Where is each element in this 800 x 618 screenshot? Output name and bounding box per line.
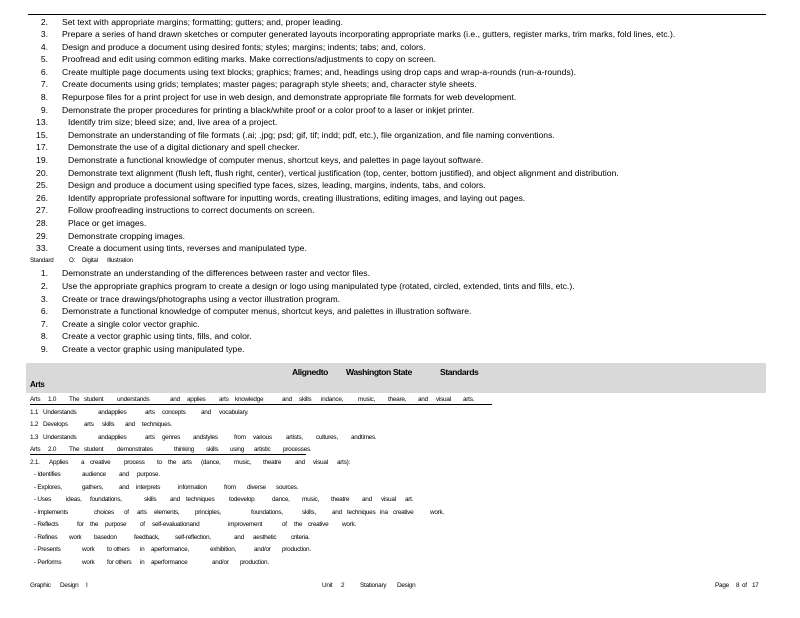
- item-text: Proofread and edit using common editing marks. Make corrections/adjustments to copy on screen.: [62, 54, 437, 65]
- arts-word: arts.: [463, 396, 475, 403]
- arts-word: work: [82, 546, 95, 553]
- arts-word: and/or: [212, 558, 229, 566]
- arts-word: skills: [299, 396, 312, 403]
- list-item: [0, 179, 800, 192]
- arts-line: [0, 532, 800, 545]
- item-text: Create a vector graphic using manipulated type.: [62, 343, 245, 354]
- arts-word: - Presents: [34, 546, 61, 553]
- item-text: Create a document using tints, reverses and manipulated type.: [68, 243, 307, 254]
- arts-word: applies: [187, 396, 206, 403]
- arts-word: andtimes.: [351, 433, 377, 441]
- arts-word: Understands: [43, 408, 77, 416]
- list-item: [0, 104, 800, 117]
- arts-word: and: [295, 458, 305, 466]
- arts-word: Applies: [49, 458, 69, 466]
- standard-o: O:: [69, 256, 76, 264]
- item-number: 13.: [36, 117, 48, 128]
- arts-word: and: [170, 496, 180, 503]
- arts-word: genres: [162, 433, 181, 441]
- item-text: Use the appropriate graphics program to create a design or logo using manipulated type (rotated, circled, extended, tints and fills, etc.).: [62, 280, 575, 291]
- list-item: [0, 41, 800, 54]
- item-number: 3.: [40, 29, 48, 40]
- item-text: Design and produce a document using specified type faces, sizes, leading, margins, indents, tabs, and colors.: [68, 180, 486, 191]
- arts-word: andapplies: [98, 408, 127, 416]
- arts-word: - Refines: [34, 533, 58, 541]
- arts-word: 2.0: [48, 446, 57, 453]
- item-number: 6.: [40, 306, 48, 317]
- arts-line: [0, 494, 800, 507]
- list-item: [0, 78, 800, 91]
- arts-word: and: [332, 508, 342, 516]
- item-text: Prepare a series of hand drawn sketches or computer generated layouts incorporating appropriate marks (i.e., gutters, register marks, trim marks, fold lines, etc.).: [62, 29, 676, 40]
- arts-word: of: [282, 521, 287, 528]
- list-item: [0, 66, 800, 79]
- arts-word: - Reflects: [34, 521, 59, 528]
- arts-word: thinking: [174, 446, 195, 453]
- arts-word: cultures,: [316, 433, 338, 441]
- arts-word: andapplies: [98, 433, 127, 441]
- item-text: Demonstrate an understanding of the differences between raster and vector files.: [62, 268, 370, 279]
- list-item: [0, 280, 800, 293]
- aligned-label: Alignedto: [292, 367, 329, 377]
- item-text: Demonstrate a functional knowledge of computer menus, shortcut keys, and palettes in illustration software.: [62, 306, 472, 317]
- arts-word: music,: [302, 496, 319, 503]
- list-item: [0, 217, 800, 230]
- arts-line: [0, 394, 800, 407]
- item-text: Demonstrate cropping images.: [68, 230, 186, 241]
- arts-word: techniques.: [142, 421, 172, 428]
- arts-word: sources.: [276, 483, 299, 491]
- arts-word: arts: [182, 458, 192, 466]
- arts-word: (dance,: [201, 458, 221, 466]
- arts-line: [0, 407, 800, 420]
- arts-word: knowledge: [235, 396, 264, 403]
- footer-unit-name-2: Design: [397, 582, 416, 589]
- arts-word: various: [253, 433, 272, 441]
- item-number: 29.: [36, 230, 48, 241]
- arts-word: production.: [282, 546, 311, 553]
- arts-word: work.: [342, 521, 357, 528]
- item-text: Demonstrate the use of a digital dictionary and spell checker.: [68, 142, 300, 153]
- arts-word: and: [119, 483, 129, 491]
- arts-line: [0, 482, 800, 495]
- arts-word: creative: [393, 508, 414, 516]
- item-text: Create a single color vector graphic.: [62, 318, 200, 329]
- arts-word: techniques: [347, 508, 376, 516]
- list-item: [0, 267, 800, 280]
- item-text: Set text with appropriate margins; formatting; gutters; and, proper leading.: [62, 16, 343, 27]
- arts-word: artistic: [254, 446, 271, 453]
- arts-line: [0, 419, 800, 432]
- arts-word: student: [84, 446, 104, 453]
- arts-word: 1.2: [30, 421, 39, 428]
- arts-word: for: [77, 521, 84, 528]
- arts-word: Arts: [30, 396, 41, 403]
- arts-word: indance,: [321, 396, 344, 403]
- arts-word: aperformance: [151, 558, 188, 566]
- arts-word: and: [234, 533, 244, 541]
- arts-word: skills,: [302, 508, 316, 516]
- arts-word: student: [84, 396, 104, 403]
- arts-word: basedon: [94, 533, 117, 541]
- arts-word: Understands: [43, 433, 77, 441]
- list-item: [0, 167, 800, 180]
- arts-word: and: [282, 396, 292, 403]
- arts-word: andstyles: [193, 433, 218, 441]
- arts-word: foundations,: [90, 496, 122, 503]
- arts-word: theatre: [331, 496, 350, 503]
- arts-word: the: [90, 521, 99, 528]
- arts-word: visual: [381, 496, 396, 503]
- arts-word: theatre: [263, 458, 282, 466]
- arts-word: music,: [358, 396, 375, 403]
- list-item: [0, 343, 800, 356]
- arts-word: principles,: [195, 508, 222, 516]
- arts-word: work.: [430, 508, 445, 516]
- arts-line: [0, 444, 800, 457]
- item-text: Create documents using grids; templates; master pages; paragraph style sheets; and, character style sheets.: [62, 79, 477, 90]
- standard-label: Standard: [30, 256, 54, 264]
- arts-word: for others: [107, 558, 132, 566]
- arts-word: The: [69, 446, 80, 453]
- arts-word: self-reflection,: [175, 533, 211, 541]
- footer-course: Graphic: [30, 582, 51, 589]
- arts-line: [0, 557, 800, 570]
- arts-heading: Arts: [30, 380, 45, 389]
- arts-line: [0, 507, 800, 520]
- arts-word: vocabulary.: [219, 408, 249, 416]
- arts-line: [0, 457, 800, 470]
- arts-word: arts: [84, 421, 94, 428]
- item-number: 5.: [40, 54, 48, 65]
- arts-word: a: [81, 458, 85, 466]
- footer-course-3: I: [86, 582, 88, 589]
- arts-word: music,: [234, 458, 251, 466]
- arts-word: and: [119, 471, 129, 478]
- arts-word: in: [140, 546, 145, 553]
- arts-word: 1.3: [30, 433, 39, 441]
- arts-word: purpose: [105, 521, 127, 528]
- arts-word: feedback,: [134, 533, 160, 541]
- item-text: Create a vector graphic using tints, fills, and color.: [62, 331, 252, 342]
- arts-word: dance,: [272, 496, 290, 503]
- item-text: Demonstrate the proper procedures for printing a black/white proof or a color proof to a laser or inkjet printer.: [62, 104, 475, 115]
- arts-word: information: [178, 483, 207, 491]
- list-item: [0, 116, 800, 129]
- standard-illustration: Illustration: [107, 256, 133, 264]
- arts-word: artists,: [286, 433, 303, 441]
- arts-word: work: [69, 533, 82, 541]
- arts-word: arts: [145, 408, 155, 416]
- arts-word: process: [124, 458, 145, 466]
- item-text: Identify appropriate professional software for inputting words, creating illustrations, editing images, and laying out pages.: [68, 192, 526, 203]
- arts-word: techniques: [186, 496, 215, 503]
- arts-word: - Uses: [34, 496, 51, 503]
- arts-word: skills: [144, 496, 157, 503]
- arts-word: of: [124, 508, 129, 516]
- footer-unit-name: Stationary: [360, 582, 387, 589]
- list-item: [0, 91, 800, 104]
- item-text: Create or trace drawings/photographs using a vector illustration program.: [62, 293, 341, 304]
- arts-word: production.: [240, 558, 269, 566]
- arts-word: creative: [308, 521, 329, 528]
- arts-word: aperformance,: [151, 546, 189, 553]
- arts-word: to: [157, 458, 162, 466]
- standards-list: [0, 16, 800, 356]
- item-number: 33.: [36, 243, 48, 254]
- item-number: 17.: [36, 142, 48, 153]
- arts-word: interprets: [136, 483, 161, 491]
- arts-word: creative: [90, 458, 111, 466]
- arts-word: concepts: [162, 408, 186, 416]
- item-number: 6.: [40, 66, 48, 77]
- item-number: 3.: [40, 293, 48, 304]
- footer-page: Page: [715, 582, 729, 589]
- arts-word: - Performs: [34, 558, 62, 566]
- footer-unit: Unit: [322, 582, 333, 589]
- arts-word: gathers,: [82, 483, 104, 491]
- footer-total: 17: [752, 582, 759, 589]
- item-text: Repurpose files for a print project for use in web design, and demonstrate appropriate file formats for web development.: [62, 92, 517, 103]
- arts-word: Arts: [30, 446, 41, 453]
- arts-word: - Implements: [34, 508, 68, 516]
- arts-word: - Explores,: [34, 483, 62, 491]
- item-number: 20.: [36, 167, 48, 178]
- list-item: [0, 230, 800, 243]
- list-item: [0, 28, 800, 41]
- item-number: 7.: [40, 318, 48, 329]
- item-number: 25.: [36, 180, 48, 191]
- item-number: 15.: [36, 129, 48, 140]
- arts-word: arts: [137, 508, 147, 516]
- list-item: [0, 53, 800, 66]
- arts-word: and: [201, 408, 211, 416]
- arts-word: from: [234, 433, 246, 441]
- item-text: Follow proofreading instructions to correct documents on screen.: [68, 205, 315, 216]
- arts-word: visual: [313, 458, 328, 466]
- item-text: Design and produce a document using desired fonts; styles; margins; indents; tabs; and, colors.: [62, 41, 426, 52]
- arts-word: 1.0: [48, 396, 57, 403]
- arts-word: exhibition,: [210, 546, 237, 553]
- arts-word: of: [140, 521, 145, 528]
- arts-word: to others: [107, 546, 130, 553]
- arts-word: skills: [102, 421, 115, 428]
- arts-word: aesthetic: [253, 533, 277, 541]
- arts-word: theare,: [388, 396, 407, 403]
- footer-unit-no: 2: [341, 582, 345, 589]
- standard-digital: Digital: [82, 256, 98, 264]
- arts-word: 2.1.: [30, 458, 40, 466]
- arts-line: [0, 432, 800, 445]
- list-item: [0, 16, 800, 29]
- arts-word: and: [125, 421, 135, 428]
- item-number: 1.: [40, 268, 48, 279]
- list-item: [0, 305, 800, 318]
- arts-word: arts: [219, 396, 229, 403]
- arts-word: 1.1: [30, 408, 39, 416]
- item-number: 9.: [40, 343, 48, 354]
- arts-word: the: [168, 458, 177, 466]
- arts-word: skills: [206, 446, 219, 453]
- arts-word: and: [362, 496, 372, 503]
- arts-word: visual: [436, 396, 451, 403]
- arts-word: and/or: [254, 546, 271, 553]
- list-item: [0, 129, 800, 142]
- item-number: 2.: [40, 280, 48, 291]
- arts-word: ideas,: [66, 496, 82, 503]
- arts-word: demonstrates: [117, 446, 153, 453]
- arts-line: [0, 519, 800, 532]
- arts-word: arts):: [337, 458, 351, 466]
- item-number: 28.: [36, 218, 48, 228]
- arts-word: criteria.: [291, 533, 310, 541]
- footer-page-no: 8: [736, 582, 740, 589]
- list-item: [0, 192, 800, 205]
- arts-word: and: [418, 396, 428, 403]
- list-item: [0, 154, 800, 167]
- list-item: [0, 141, 800, 154]
- item-text: Demonstrate text alignment (flush left, flush right, center), vertical justification (top, center, bottom justified), and object alignment and distribution.: [68, 167, 619, 178]
- arts-word: from: [224, 483, 236, 491]
- item-text: Identify trim size; bleed size; and, live area of a project.: [68, 117, 278, 128]
- item-number: 27.: [36, 205, 48, 216]
- arts-line: [0, 469, 800, 482]
- arts-word: in: [140, 558, 145, 566]
- arts-word: diverse: [247, 483, 266, 491]
- list-item: [0, 242, 800, 255]
- arts-word: foundations,: [251, 508, 283, 516]
- list-item: [0, 204, 800, 217]
- arts-word: work: [82, 558, 95, 566]
- item-text: Demonstrate an understanding of file formats (.ai; .jpg; psd; gif, tif; indd; pdf, etc.), file organization, and file naming conventions.: [68, 129, 555, 140]
- item-number: 8.: [40, 92, 48, 103]
- item-number: 4.: [40, 41, 48, 52]
- arts-word: elements,: [154, 508, 180, 516]
- arts-word: purpose.: [137, 471, 160, 478]
- washington-label: Washington State: [346, 367, 412, 377]
- item-number: 8.: [40, 331, 48, 342]
- arts-word: todevelop: [229, 496, 255, 503]
- arts-word: understands: [117, 396, 150, 403]
- list-item: [0, 293, 800, 306]
- arts-word: art.: [405, 496, 414, 503]
- arts-word: ina: [380, 508, 388, 516]
- arts-line: [0, 544, 800, 557]
- item-text: Create multiple page documents using text blocks; graphics; frames; and, headings using drop caps and wrap-a-rounds (run-a-rounds).: [62, 66, 576, 77]
- arts-word: self-evaluationand: [152, 521, 200, 528]
- arts-word: processes.: [283, 446, 312, 453]
- item-number: 19.: [36, 155, 48, 166]
- item-text: Demonstrate a functional knowledge of computer menus, shortcut keys, and palettes in page layout software.: [68, 155, 484, 166]
- standard-line: [0, 255, 800, 268]
- standards-label: Standards: [440, 367, 479, 377]
- arts-word: improvement: [228, 521, 263, 528]
- arts-word: the: [294, 521, 303, 528]
- arts-word: choices: [94, 508, 114, 516]
- footer-course-2: Design: [60, 582, 79, 589]
- item-number: 7.: [40, 79, 48, 90]
- arts-word: arts: [145, 433, 155, 441]
- item-text: Place or get images.: [68, 218, 147, 228]
- arts-word: and: [170, 396, 180, 403]
- list-item: [0, 330, 800, 343]
- arts-word: - Identifies: [34, 471, 61, 478]
- item-number: 2.: [40, 16, 48, 27]
- arts-word: Develops: [43, 421, 68, 428]
- arts-word: The: [69, 396, 80, 403]
- list-item: [0, 318, 800, 331]
- arts-word: using: [230, 446, 245, 453]
- item-number: 9.: [40, 104, 48, 115]
- item-number: 26.: [36, 192, 48, 203]
- arts-standards-section: [0, 394, 800, 569]
- arts-word: audience: [82, 471, 106, 478]
- alignment-header-band: [26, 363, 766, 393]
- footer-of: of: [742, 582, 747, 589]
- page-footer: [0, 582, 800, 594]
